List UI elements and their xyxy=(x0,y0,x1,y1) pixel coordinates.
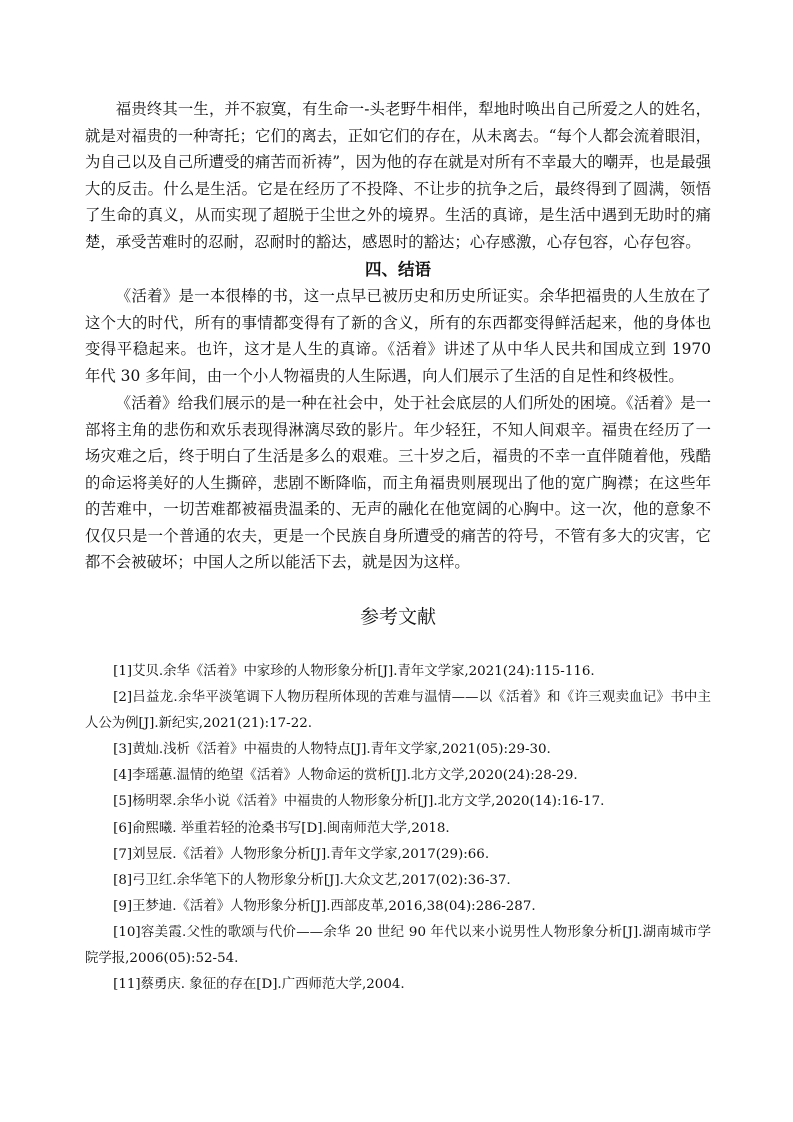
reference-item: [10]容美霞.父性的歌颂与代价——余华 20 世纪 90 年代以来小说男性人物形象分析[J].湖南城市学院学报,2006(05):52-54. xyxy=(85,924,711,967)
reference-item: [9]王梦迪.《活着》人物形象分析[J].西部皮革,2016,38(04):286-287. xyxy=(113,898,536,914)
reference-item: [2]吕益龙.余华平淡笔调下人物历程所体现的苦难与温情——以《活着》和《许三观卖血记》书中主人公为例[J].新纪实,2021(21):17-22. xyxy=(85,690,711,732)
body-paragraph-2 xyxy=(85,283,711,389)
paragraph-text: 《活着》给我们展示的是一种在社会中，处于社会底层的人们所处的困境。《活着》是一部将主角的悲伤和欢乐表现得淋漓尽致的影片。年少轻狂，不知人间艰辛。福贵在经历了一场灾难之后，终于明白了生活是多么的艰难。三十岁之后，福贵的不幸一直伴随着他，残酷的命运将美好的人生撕碎，悲剧不断降临，而主角福贵则展现出了他的宽广胸襟；在这些年的苦难中，一切苦难都被福贵温柔的、无声的融化在他宽阔的心胸中。这一次，他的意象不仅仅只是一个普通的农夫，更是一个民族自身所遭受的痛苦的符号，不管有多大的灾害，它都不会被破坏；中国人之所以能活下去，就是因为这样。 xyxy=(85,394,711,571)
paragraph-text: 福贵终其一生，并不寂寞，有生命一-头老野牛相伴，犁地时唤出自己所爱之人的姓名，就是对福贵的一种寄托；它们的离去，正如它们的存在，从未离去。“每个人都会流着眼泪，为自己以及自己所遭受的痛苦而祈祷”，因为他的存在就是对所有不幸最大的嘲弄，也是最强大的反击。什么是生活。它是在经历了不投降、不让步的抗争之后，最终得到了圆满，领悟了生命的真义，从而实现了超脱于尘世之外的境界。生活的真谛，是生活中遇到无助时的痛楚，承受苦难时的忍耐，忍耐时的豁达，感恩时的豁达；心存感激，心存包容，心存包容。 xyxy=(85,100,711,251)
body-paragraph-3 xyxy=(85,390,711,576)
reference-item: [7]刘昱辰.《活着》人物形象分析[J].青年文学家,2017(29):66. xyxy=(113,846,490,862)
reference-list xyxy=(85,659,711,998)
reference-item: [5]杨明翠.余华小说《活着》中福贵的人物形象分析[J].北方文学,2020(14):16-17. xyxy=(113,794,605,810)
reference-item: [8]弓卫红.余华笔下的人物形象分析[J].大众文艺,2017(02):36-37. xyxy=(113,872,511,888)
reference-item: [4]李瑶蕙.温情的绝望《活着》人物命运的赏析[J].北方文学,2020(24):28-29. xyxy=(113,768,578,784)
body-paragraph-1 xyxy=(85,96,711,255)
reference-item: [11]蔡勇庆. 象征的存在[D].广西师范大学,2004. xyxy=(113,977,405,993)
reference-item: [3]黄灿.浅析《活着》中福贵的人物特点[J].青年文学家,2021(05):29-30. xyxy=(113,742,551,758)
reference-item: [1]艾贝.余华《活着》中家珍的人物形象分析[J].青年文学家,2021(24):115-116. xyxy=(113,664,595,679)
section-heading-conclusion: 四、结语 xyxy=(365,260,431,279)
paragraph-text: 《活着》是一本很棒的书，这一点早已被历史和历史所证实。余华把福贵的人生放在了这个大的时代，所有的事情都变得有了新的含义，所有的东西都变得鲜活起来，他的身体也变得平稳起来。也许，这才是人生的真谛。《活着》讲述了从中华人民共和国成立到 1970 年代 30 多年间，由一个小人物福贵的人生际遇，向人们展示了生活的自足性和终极性。 xyxy=(85,287,711,385)
reference-item: [6]俞熙曦. 举重若轻的沧桑书写[D].闽南师范大学,2018. xyxy=(113,820,450,836)
references-title: 参考文献 xyxy=(359,606,436,628)
